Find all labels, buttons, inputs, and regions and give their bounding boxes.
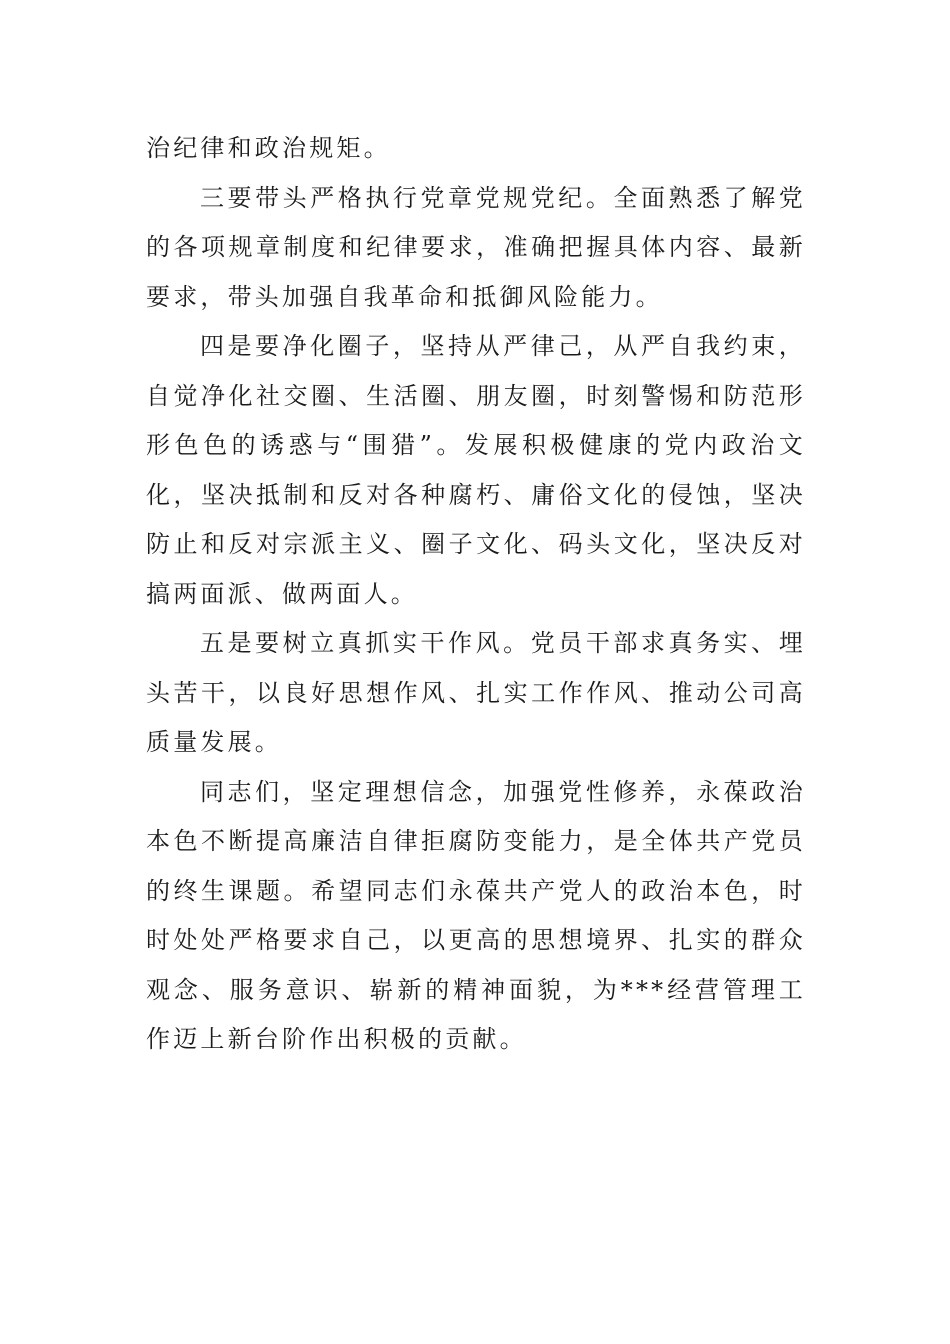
document-body xyxy=(146,124,806,1065)
paragraph-continuation: 治纪律和政治规矩。 xyxy=(146,134,391,162)
paragraph-closing: 同志们，坚定理想信念，加强党性修养，永葆政治本色不断提高廉洁自律拒腐防变能力，是全体共产党员的终生课题。希望同志们永葆共产党人的政治本色，时时处处严格要求自己，以更高的思想境界、扎实的群众观念、服务意识、崭新的精神面貌，为***经营管理工作迈上新台阶作出积极的贡献。 xyxy=(146,777,806,1053)
paragraph-item-five: 五是要树立真抓实干作风。党员干部求真务实、埋头苦干，以良好思想作风、扎实工作作风、推动公司高质量发展。 xyxy=(146,629,806,756)
paragraph-item-three: 三要带头严格执行党章党规党纪。全面熟悉了解党的各项规章制度和纪律要求，准确把握具体内容、最新要求，带头加强自我革命和抵御风险能力。 xyxy=(146,183,806,311)
paragraph-item-four: 四是要净化圈子，坚持从严律己，从严自我约束，自觉净化社交圈、生活圈、朋友圈，时刻警惕和防范形形色色的诱惑与“围猎”。发展积极健康的党内政治文化，坚决抵制和反对各种腐朽、庸俗文化的侵蚀，坚决防止和反对宗派主义、圈子文化、码头文化，坚决反对搞两面派、做两面人。 xyxy=(146,332,806,608)
